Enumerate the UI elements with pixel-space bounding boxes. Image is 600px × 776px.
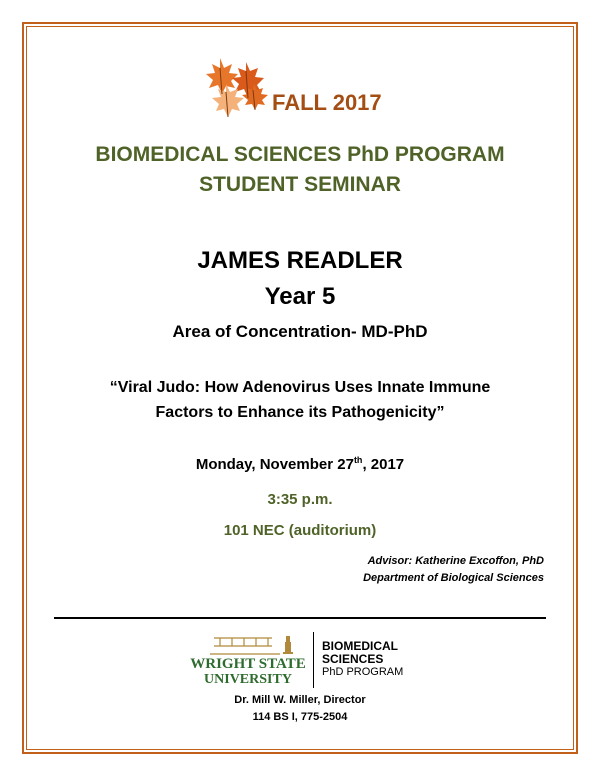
program-title xyxy=(0,140,600,200)
wordmark-line2: UNIVERSITY xyxy=(204,672,292,687)
season-title: FALL 2017 xyxy=(272,90,382,115)
logo-divider xyxy=(313,632,314,688)
program-logo-line2: SCIENCES xyxy=(322,652,384,666)
date-prefix: Monday, November 27 xyxy=(195,456,354,473)
seminar-title-line1: “Viral Judo: How Adenovirus Uses Innate Immune xyxy=(109,379,491,396)
area-of-concentration: Area of Concentration- MD-PhD xyxy=(172,322,428,341)
program-title-line2: STUDENT SEMINAR xyxy=(199,173,401,196)
seminar-date xyxy=(0,456,600,473)
wordmark-line1: WRIGHT STATE xyxy=(190,656,306,672)
seminar-location: 101 NEC (auditorium) xyxy=(223,522,377,539)
date-year: , 2017 xyxy=(362,456,405,473)
seminar-time: 3:35 p.m. xyxy=(267,491,333,508)
seminar-title xyxy=(0,375,600,425)
advisor-department: Department of Biological Sciences xyxy=(363,572,544,584)
wright-flyer-logo-icon xyxy=(210,632,300,656)
director-name: Dr. Mill W. Miller, Director xyxy=(234,694,366,706)
advisor-name: Advisor: Katherine Excoffon, PhD xyxy=(367,555,544,567)
director-contact xyxy=(0,692,600,726)
seminar-title-line2: Factors to Enhance its Pathogenicity” xyxy=(155,404,445,421)
speaker-name: JAMES READLER xyxy=(197,247,403,274)
date-ordinal-suffix: th xyxy=(353,455,363,465)
advisor-block xyxy=(363,553,544,587)
autumn-leaves-icon xyxy=(198,54,276,120)
wright-state-wordmark xyxy=(186,656,310,688)
speaker-year: Year 5 xyxy=(264,283,336,310)
footer-divider xyxy=(54,617,546,619)
program-logo-line1: BIOMEDICAL xyxy=(322,639,398,653)
program-logo-line3: PhD PROGRAM xyxy=(322,666,404,678)
program-logo-text xyxy=(322,640,403,679)
director-office: 114 BS I, 775-2504 xyxy=(252,711,348,723)
program-title-line1: BIOMEDICAL SCIENCES PhD PROGRAM xyxy=(95,143,505,166)
